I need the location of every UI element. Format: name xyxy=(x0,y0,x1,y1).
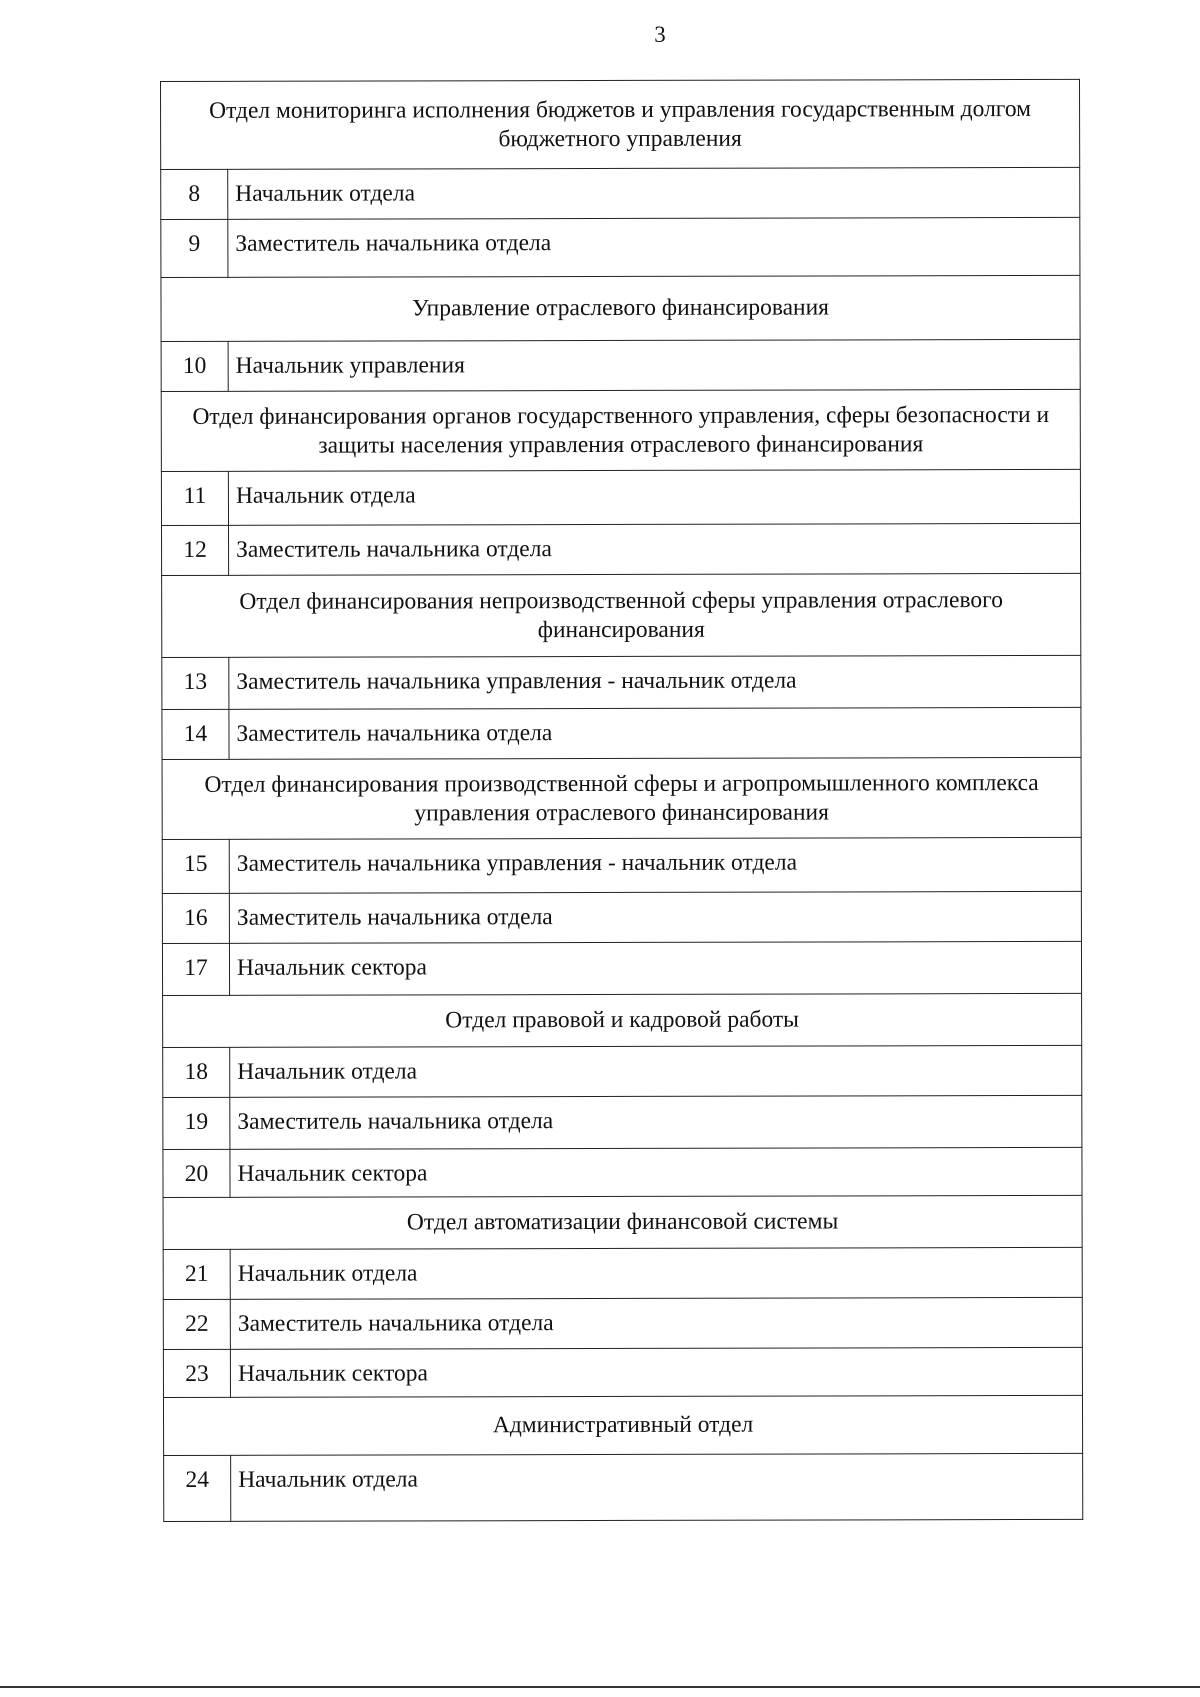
position-title: Заместитель начальника управления - начальник отдела xyxy=(229,837,1081,893)
row-number: 21 xyxy=(163,1249,230,1299)
row-number: 8 xyxy=(161,169,228,219)
section-title: Отдел финансирования органов государственного управления, сферы безопасности и защиты населения управления отраслевого финансирования xyxy=(161,389,1080,471)
table-row xyxy=(161,469,1080,525)
section-title: Управление отраслевого финансирования xyxy=(161,275,1080,341)
table-row xyxy=(161,339,1080,391)
section-header-row xyxy=(162,573,1081,657)
position-title: Заместитель начальника отдела xyxy=(228,217,1080,277)
section-header-row xyxy=(162,757,1081,839)
position-title: Заместитель начальника отдела xyxy=(229,523,1081,575)
row-number: 10 xyxy=(161,341,228,391)
section-title: Отдел финансирования непроизводственной сферы управления отраслевого финансирования xyxy=(162,573,1081,657)
table-row xyxy=(163,1095,1082,1149)
positions-table xyxy=(160,79,1083,1522)
section-title: Отдел правовой и кадровой работы xyxy=(163,993,1082,1047)
table-row xyxy=(163,1147,1082,1197)
position-title: Начальник сектора xyxy=(229,941,1081,995)
table-row xyxy=(162,891,1081,943)
position-title: Начальник сектора xyxy=(230,1147,1082,1197)
section-header-row xyxy=(163,1395,1082,1455)
section-title: Административный отдел xyxy=(163,1395,1082,1455)
row-number: 20 xyxy=(163,1149,230,1197)
row-number: 16 xyxy=(162,893,229,943)
table-row xyxy=(163,1045,1082,1097)
section-header-row xyxy=(163,993,1082,1047)
row-number: 13 xyxy=(162,657,229,709)
row-number: 18 xyxy=(163,1047,230,1097)
table-row xyxy=(164,1453,1083,1521)
section-title: Отдел мониторинга исполнения бюджетов и управления государственным долгом бюджетного управления xyxy=(161,79,1080,169)
page-number: 3 xyxy=(654,22,666,47)
row-number: 12 xyxy=(162,525,229,575)
row-number: 14 xyxy=(162,709,229,759)
position-title: Заместитель начальника отдела xyxy=(230,1095,1082,1149)
position-title: Начальник отдела xyxy=(230,1247,1082,1299)
section-header-row xyxy=(163,1195,1082,1249)
table-row xyxy=(163,1347,1082,1397)
position-title: Заместитель начальника управления - начальник отдела xyxy=(229,655,1081,709)
row-number: 23 xyxy=(163,1349,230,1397)
page-bottom-rule xyxy=(0,1686,1200,1688)
section-header-row xyxy=(161,389,1080,471)
position-title: Начальник сектора xyxy=(230,1347,1082,1397)
row-number: 24 xyxy=(164,1455,231,1521)
section-header-row xyxy=(161,275,1080,341)
section-title: Отдел автоматизации финансовой системы xyxy=(163,1195,1082,1249)
position-title: Заместитель начальника отдела xyxy=(229,891,1081,943)
row-number: 22 xyxy=(163,1299,230,1349)
row-number: 15 xyxy=(162,839,229,893)
table-row xyxy=(163,1247,1082,1299)
position-title: Начальник управления xyxy=(228,339,1080,391)
table-row xyxy=(162,941,1081,995)
position-title: Начальник отдела xyxy=(228,469,1080,525)
row-number: 19 xyxy=(163,1097,230,1149)
position-title: Заместитель начальника отдела xyxy=(230,1297,1082,1349)
table-row xyxy=(162,655,1081,709)
section-header-row xyxy=(161,79,1080,169)
table-row xyxy=(162,707,1081,759)
position-title: Начальник отдела xyxy=(231,1453,1083,1521)
position-title: Заместитель начальника отдела xyxy=(229,707,1081,759)
table-row xyxy=(162,837,1081,893)
row-number: 9 xyxy=(161,219,228,277)
table-row xyxy=(163,1297,1082,1349)
position-title: Начальник отдела xyxy=(228,167,1080,219)
position-title: Начальник отдела xyxy=(230,1045,1082,1097)
table-row xyxy=(162,523,1081,575)
row-number: 17 xyxy=(162,943,229,995)
section-title: Отдел финансирования производственной сферы и агропромышленного комплекса управления отраслевого финансирования xyxy=(162,757,1081,839)
row-number: 11 xyxy=(161,471,228,525)
positions-table-body xyxy=(161,79,1083,1521)
table-row xyxy=(161,217,1080,277)
table-row xyxy=(161,167,1080,219)
